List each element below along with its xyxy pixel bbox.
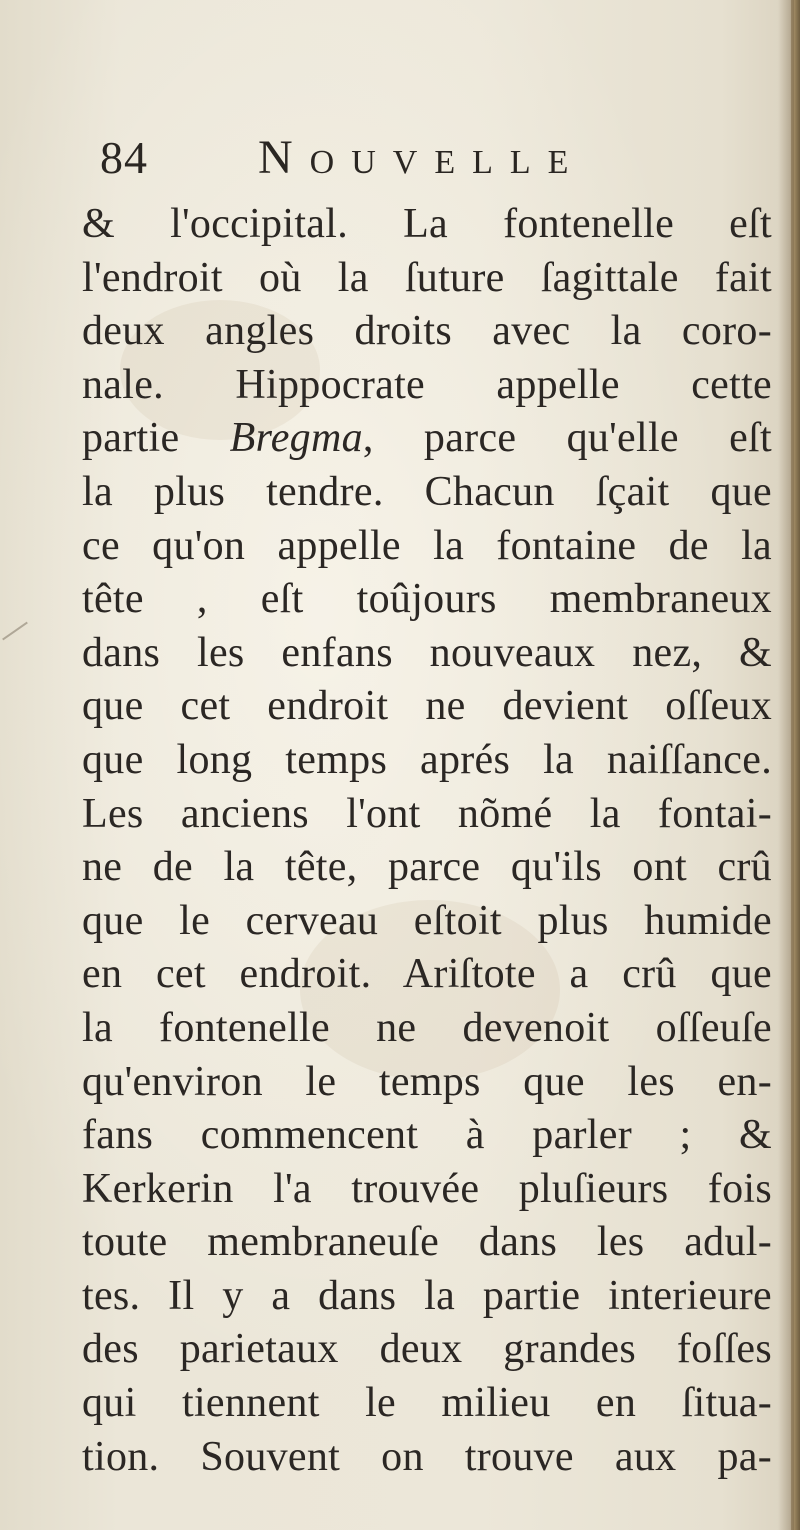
page-edge-shadow	[778, 0, 800, 1530]
margin-mark	[2, 622, 28, 641]
text-span: partie	[82, 415, 230, 462]
text-line: que cet endroit ne devient oſſeux	[82, 683, 772, 730]
text-line: tête , eſt toûjours membraneux	[82, 576, 772, 623]
text-line: fans commencent à parler ; &	[82, 1112, 772, 1159]
page-number: 84	[100, 132, 148, 183]
page-header	[100, 128, 660, 198]
text-line: dans les enfans nouveaux nez, &	[82, 629, 772, 676]
text-line: toute membraneuſe dans les adul-	[82, 1219, 772, 1266]
text-line: deux angles droits avec la coro-	[82, 308, 772, 355]
text-line: en cet endroit. Ariſtote a crû que	[82, 951, 772, 998]
text-line: qu'environ le temps que les en-	[82, 1058, 772, 1105]
text-line: que le cerveau eſtoit plus humide	[82, 897, 772, 944]
text-line: l'endroit où la ſuture ſagittale fait	[82, 254, 772, 301]
body-text	[82, 198, 772, 1484]
running-title: Nouvelle	[258, 131, 586, 184]
text-line: qui tiennent le milieu en ſitua-	[82, 1380, 772, 1427]
text-line: Kerkerin l'a trouvée pluſieurs fois	[82, 1165, 772, 1212]
text-span: , parce qu'elle eſt	[362, 415, 772, 462]
page-edge-line	[791, 0, 794, 1530]
text-line: que long temps aprés la naiſſance.	[82, 736, 772, 783]
text-line: ce qu'on appelle la fontaine de la	[82, 522, 772, 569]
text-line-with-italic	[82, 412, 772, 466]
text-line: la plus tendre. Chacun ſçait que	[82, 468, 772, 515]
text-line: nale. Hippocrate appelle cette	[82, 361, 772, 408]
text-line: tes. Il y a dans la partie interieure	[82, 1272, 772, 1319]
text-line: la fontenelle ne devenoit oſſeuſe	[82, 1004, 772, 1051]
text-line: tion. Souvent on trouve aux pa-	[82, 1433, 772, 1480]
text-line: & l'occipital. La fontenelle eſt	[82, 201, 772, 247]
text-line: ne de la tête, parce qu'ils ont crû	[82, 844, 772, 891]
italic-term: Bregma	[229, 415, 363, 462]
text-line: des parietaux deux grandes foſſes	[82, 1326, 772, 1373]
text-line: Les anciens l'ont nõmé la fontai-	[82, 790, 772, 837]
